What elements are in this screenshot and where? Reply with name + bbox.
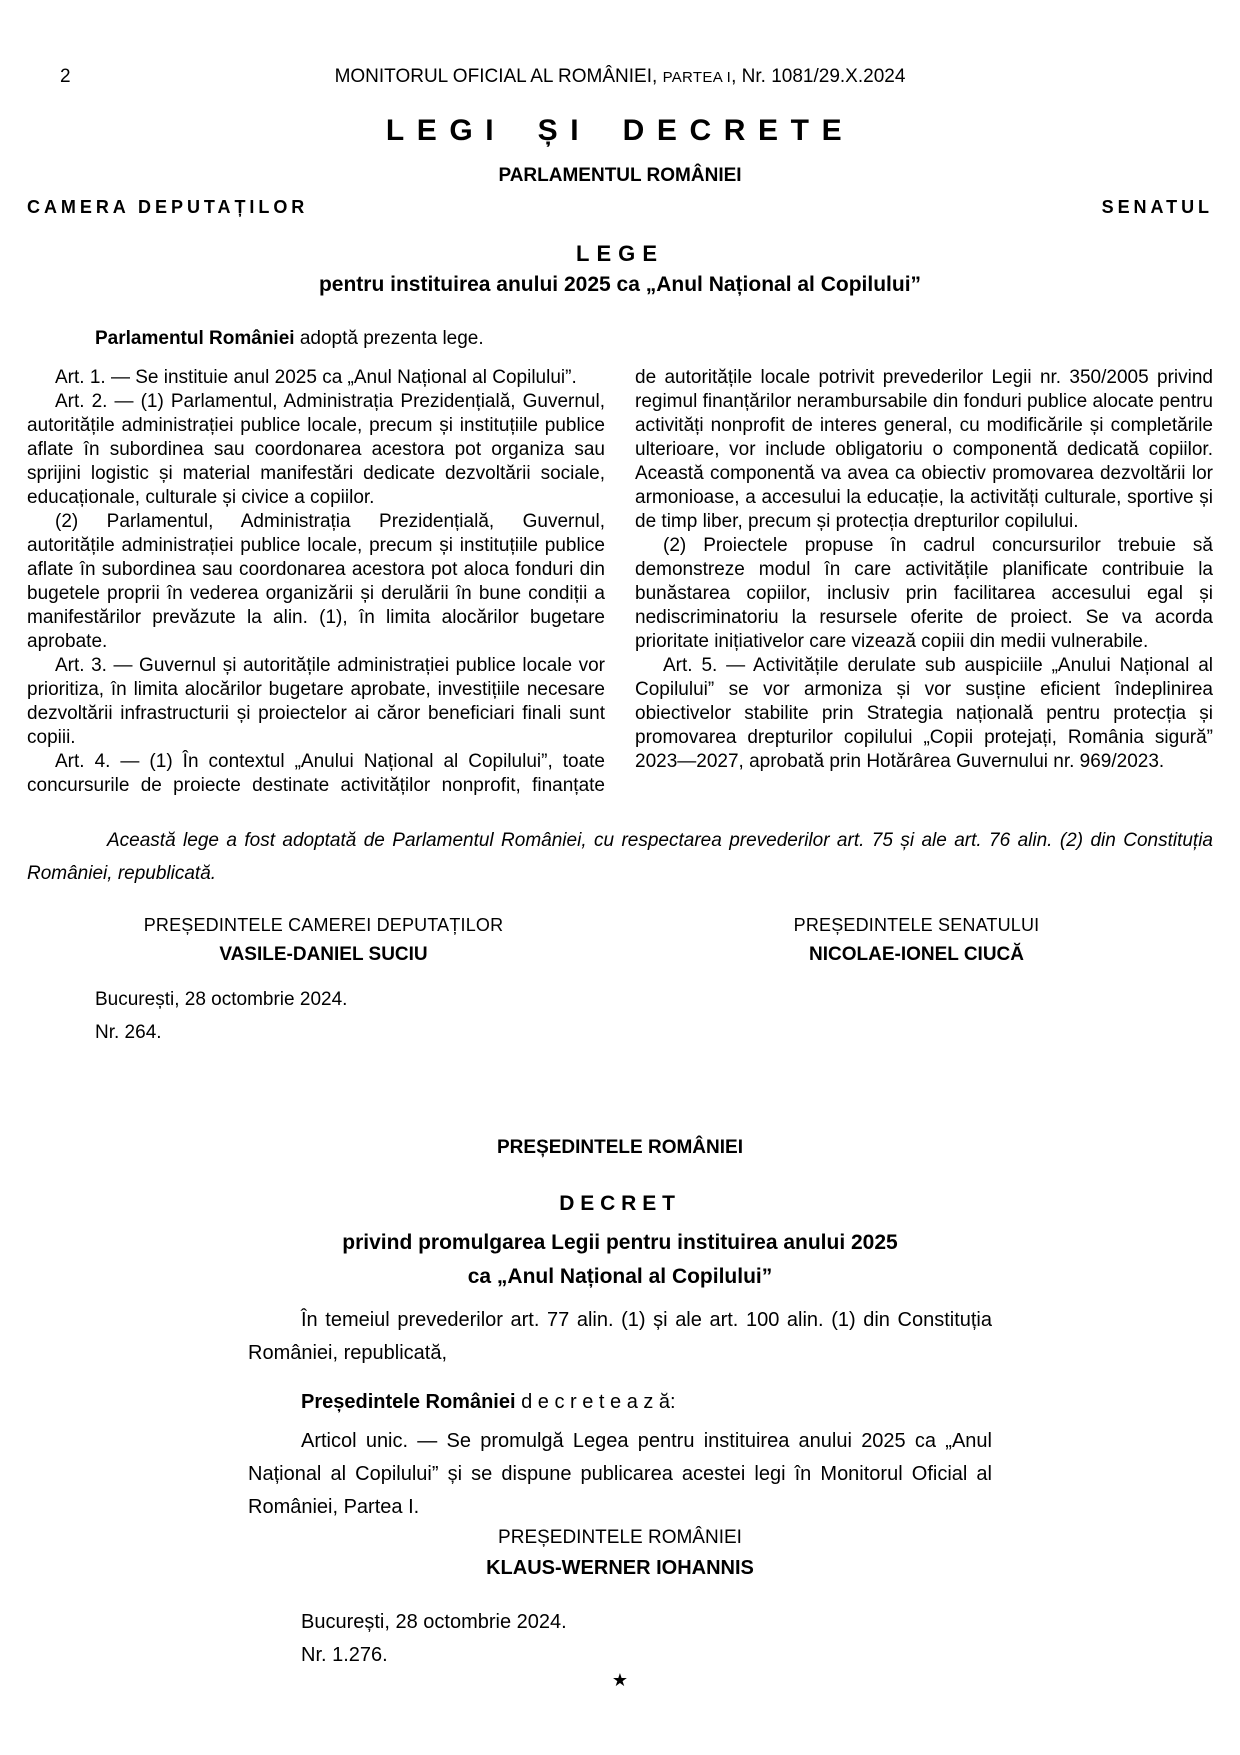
law-article-1: Art. 1. — Se instituie anul 2025 ca „Anul Național al Copilului”. (55, 367, 577, 388)
masthead-title-part1: MONITORUL OFICIAL AL ROMÂNIEI, (334, 66, 663, 87)
right-column (635, 366, 1213, 798)
signature-name: VASILE-DANIEL SUCIU (219, 944, 428, 965)
signature-senate-president (620, 914, 1213, 966)
left-column (27, 366, 605, 798)
law-signatures (27, 914, 1213, 966)
adoption-note: Această lege a fost adoptată de Parlamentul României, cu respectarea prevederilor art. 75 și ale art. 76 alin. (2) din Constituția României, republicată. (27, 830, 1213, 884)
section-title: LEGI ȘI DECRETE (385, 114, 855, 147)
law-article-4-continuation: de autoritățile locale potrivit prevederilor Legii nr. 350/2005 privind regimul finanțărilor nerambursabile din fonduri publice alocate pentru activități nonprofit de interes general, cu modificările și completările ulterioare, vor include obligatoriu o componentă dedicată copiilor. Această componentă va avea ca obiectiv promovarea dezvoltării lor armonioase, a accesului la educație, la activități culturale, sportive și de timp liber, precum și protecția drepturilor copilului. (635, 367, 1213, 532)
star-icon: ★ (611, 1670, 629, 1690)
decree-subtitle-line2: ca „Anul Național al Copilului” (467, 1265, 773, 1288)
decree-enacting-line (248, 1386, 992, 1419)
law-intro-bold: Parlamentul României (95, 328, 295, 349)
decree-enacting-bold: Președintele României (301, 1391, 516, 1413)
masthead (27, 66, 1213, 89)
senate-label: SENATUL (1101, 197, 1213, 217)
chambers-row (27, 195, 1213, 219)
law-subtitle: pentru instituirea anului 2025 ca „Anul Național al Copilului” (318, 273, 922, 296)
decree-enacting-spaced: d e c r e t e a z ă: (515, 1391, 676, 1413)
decree-subtitle-line1: privind promulgarea Legii pentru instituirea anului 2025 (342, 1231, 898, 1254)
law-number: Nr. 264. (95, 1022, 162, 1043)
page-number: 2 (60, 66, 71, 87)
decree-signature (248, 1526, 992, 1580)
law-article-2-2: (2) Parlamentul, Administrația Prezidențială, Guvernul, autoritățile administrației publice locale, precum și instituțiile publice aflate în subordinea sau coordonarea acestora pot aloca fonduri din bugetele proprii în vederea organizării și derulării în bune condiții a manifestărilor prevăzute la alin. (1), în limita alocărilor bugetare aprobate. (27, 511, 605, 652)
law-place-date: București, 28 octombrie 2024. (95, 989, 348, 1010)
law-article-3: Art. 3. — Guvernul și autoritățile administrației publice locale vor prioritiza, în limita alocărilor bugetare aprobate, investițiile necesare dezvoltării infrastructurii și proiectelor ai căror beneficiari finali sunt copiii. (27, 655, 605, 748)
signature-title: PREȘEDINTELE ROMÂNIEI (498, 1527, 742, 1548)
decree-section (27, 1137, 1213, 1691)
chamber-deputies-label: CAMERA DEPUTAȚILOR (27, 197, 309, 217)
parliament-heading: PARLAMENTUL ROMÂNIEI (498, 165, 742, 186)
law-article-4-2: (2) Proiectele propuse în cadrul concursurilor trebuie să demonstreze modul în care activitățile planificate contribuie la bunăstarea copiilor, inclusiv prin facilitarea accesului egal și nediscriminatoriu la resursele oferite de proiect. Se va acorda prioritate inițiativelor care vizează copiii din medii vulnerabile. (635, 535, 1213, 652)
decree-preamble: În temeiul prevederilor art. 77 alin. (1) și ale art. 100 alin. (1) din Constituția României, republicată, (248, 1309, 992, 1364)
signature-title: PREȘEDINTELE SENATULUI (793, 915, 1040, 935)
law-body-columns (27, 366, 1213, 798)
law-article-2-1: Art. 2. — (1) Parlamentul, Administrația Prezidențială, Guvernul, autoritățile administrației publice locale, precum și instituțiile publice aflate în subordinea sau coordonarea acestora pot organiza sau sprijini logistic și material manifestări dedicate dezvoltării sociale, educaționale, culturale și civice a copiilor. (27, 391, 605, 508)
signature-title: PREȘEDINTELE CAMEREI DEPUTAȚILOR (143, 915, 504, 935)
signature-name: NICOLAE-IONEL CIUCĂ (809, 944, 1024, 965)
law-article-5: Art. 5. — Activitățile derulate sub auspiciile „Anului Național al Copilului” se vor armoniza și vor susține eficient îndeplinirea obiectivelor stabilite prin Strategia națională pentru protecția și promovarea drepturilor copilului „Copii protejați, România sigură” 2023—2027, aprobată prin Hotărârea Guvernului nr. 969/2023. (635, 655, 1213, 772)
decree-body (248, 1304, 992, 1667)
decree-number: Nr. 1.276. (301, 1644, 388, 1666)
signature-chamber-president (27, 914, 620, 966)
masthead-title-part3: , Nr. 1081/29.X.2024 (731, 66, 906, 87)
decree-place-date: București, 28 octombrie 2024. (301, 1611, 567, 1633)
law-intro (27, 328, 1213, 350)
law-article-4-start: Art. 4. — (1) În contextul „Anului Național al Copilului”, toate concursurile de proiecte destinate activităților nonprofit, finanțate (27, 751, 605, 796)
masthead-title-part2: PARTEA I (662, 69, 732, 86)
law-title: LEGE (575, 241, 665, 266)
masthead-title (335, 66, 906, 87)
decree-article: Articol unic. — Se promulgă Legea pentru instituirea anului 2025 ca „Anul Național al Copilului” și se dispune publicarea acestei legi în Monitorul Oficial al României, Partea I. (248, 1430, 992, 1518)
signature-name: KLAUS-WERNER IOHANNIS (486, 1557, 754, 1579)
decree-title: DECRET (559, 1192, 681, 1215)
decree-issuer: PREȘEDINTELE ROMÂNIEI (497, 1137, 743, 1158)
law-intro-rest: adoptă prezenta lege. (294, 328, 484, 349)
